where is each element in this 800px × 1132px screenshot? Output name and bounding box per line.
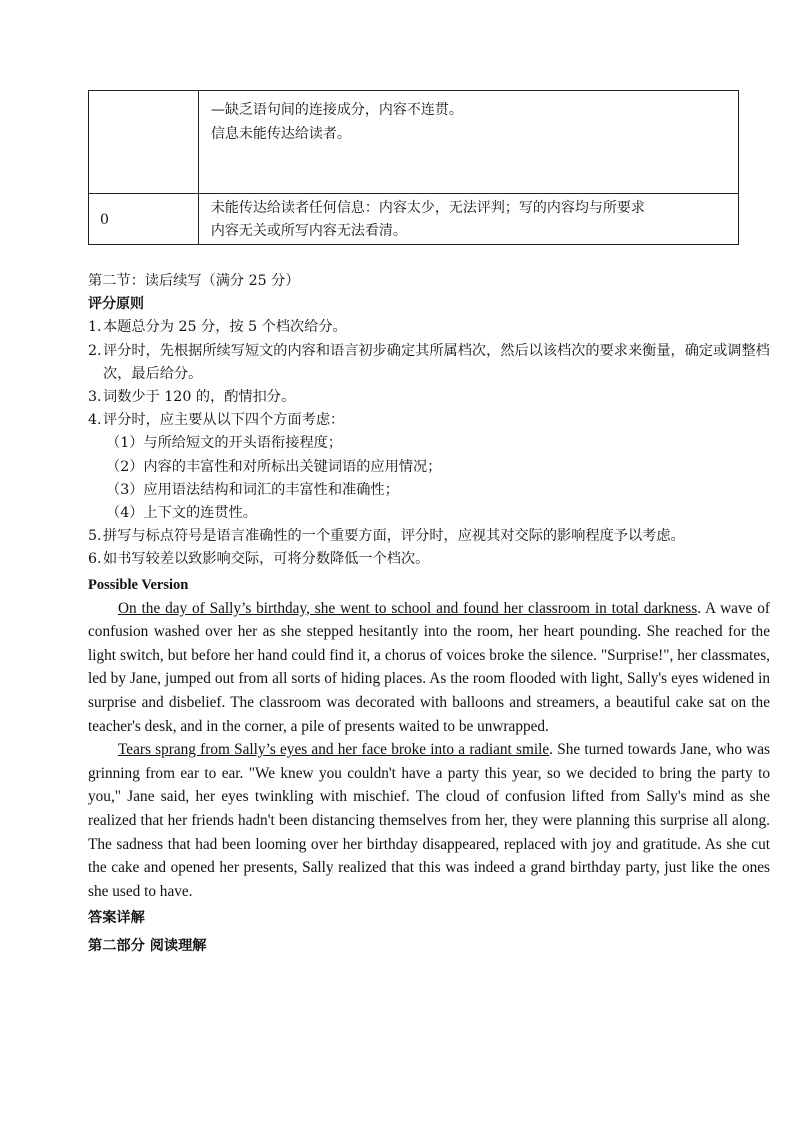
score-cell	[89, 194, 199, 245]
section-title: 第二节：读后续写（满分 25 分）	[88, 273, 300, 289]
part-heading: 第二部分 阅读理解	[88, 938, 207, 955]
essay-paragraph	[88, 738, 770, 903]
list-item	[88, 386, 770, 409]
list-text: 本题总分为 25 分，按 5 个档次给分。	[103, 319, 347, 336]
sub-list-item: （4）上下文的连贯性。	[106, 505, 257, 522]
table-row	[89, 91, 739, 194]
description-cell	[198, 91, 738, 194]
description-line: 未能传达给读者任何信息：内容太少，无法评判；写的内容均与所要求	[210, 200, 645, 216]
possible-version-title: Possible Version	[88, 576, 189, 593]
table-row	[89, 194, 739, 245]
list-text: 拼写与标点符号是语言准确性的一个重要方面，评分时，应视其对交际的影响程度予以考虑。	[103, 528, 685, 545]
description-cell	[198, 194, 738, 245]
main-text	[88, 270, 770, 959]
list-text: 如书写较差以致影响交际，可将分数降低一个档次。	[103, 551, 430, 568]
list-number: 3.	[88, 389, 102, 406]
list-item	[88, 340, 770, 386]
underlined-opening: On the day of Sally’s birthday, she went to school and found her classroom in total darkness	[118, 599, 698, 617]
paragraph-text: . She turned towards Jane, who was grinning from ear to ear. "We knew you couldn't have a party this year, so we decided to bring the party to you," Jane said, her eyes twinkling with mischief. The cloud of confusion lifted from Sally's mind as she realized that her friends hadn't been distancing themselves from her, they were planning this surprise all along. The sadness that had been looming over her birthday disappeared, replaced with joy and gratitude. As she cut the cake and opened her presents, Sally realized that this was indeed a grand birthday party, just like the ones she used to have.	[88, 741, 770, 900]
list-item	[88, 548, 770, 571]
score-value: 0	[100, 212, 109, 228]
list-item	[88, 525, 770, 548]
description-line: 内容无关或所写内容无法看清。	[210, 223, 407, 239]
description-line: —缺乏语句间的连接成分，内容不连贯。	[210, 102, 463, 118]
sub-list-item: （2）内容的丰富性和对所标出关键词语的应用情况；	[106, 458, 442, 475]
sub-list-item: （3）应用语法结构和词汇的丰富性和准确性；	[106, 481, 399, 498]
description-line: 信息未能传达给读者。	[210, 126, 351, 142]
list-number: 1.	[88, 319, 102, 336]
essay-paragraph	[88, 597, 770, 739]
list-number: 6.	[88, 551, 102, 568]
principles-heading: 评分原则	[88, 296, 144, 313]
list-number: 4.	[88, 412, 102, 429]
underlined-opening: Tears sprang from Sally’s eyes and her face broke into a radiant smile	[118, 741, 550, 759]
paragraph-text: . A wave of confusion washed over her as she stepped hesitantly into the room, her heart pounding. She reached for the light switch, but before her hand could find it, a chorus of voices broke the silence. "Surprise!", her classmates, led by Jane, jumped out from all sorts of hiding places. As the room flooded with light, Sally's eyes widened in surprise and disbelief. The classroom was decorated with balloons and streamers, a beautiful cake sat on the teacher's desk, and in the corner, a pile of presents waited to be unwrapped.	[88, 599, 770, 735]
sub-list-item: （1）与所给短文的开头语衔接程度；	[106, 435, 343, 452]
list-item	[88, 409, 770, 432]
list-number: 2.	[88, 342, 102, 359]
score-cell	[89, 91, 199, 194]
list-text: 词数少于 120 的，酌情扣分。	[103, 389, 296, 406]
list-item	[88, 316, 770, 339]
answers-heading: 答案详解	[88, 910, 145, 927]
scoring-table	[88, 90, 739, 245]
list-text: 评分时，先根据所续写短文的内容和语言初步确定其所属档次，然后以该档次的要求来衡量，确定或调整档次，最后给分。	[103, 342, 770, 382]
list-number: 5.	[88, 528, 102, 545]
list-text: 评分时，应主要从以下四个方面考虑：	[103, 412, 345, 429]
